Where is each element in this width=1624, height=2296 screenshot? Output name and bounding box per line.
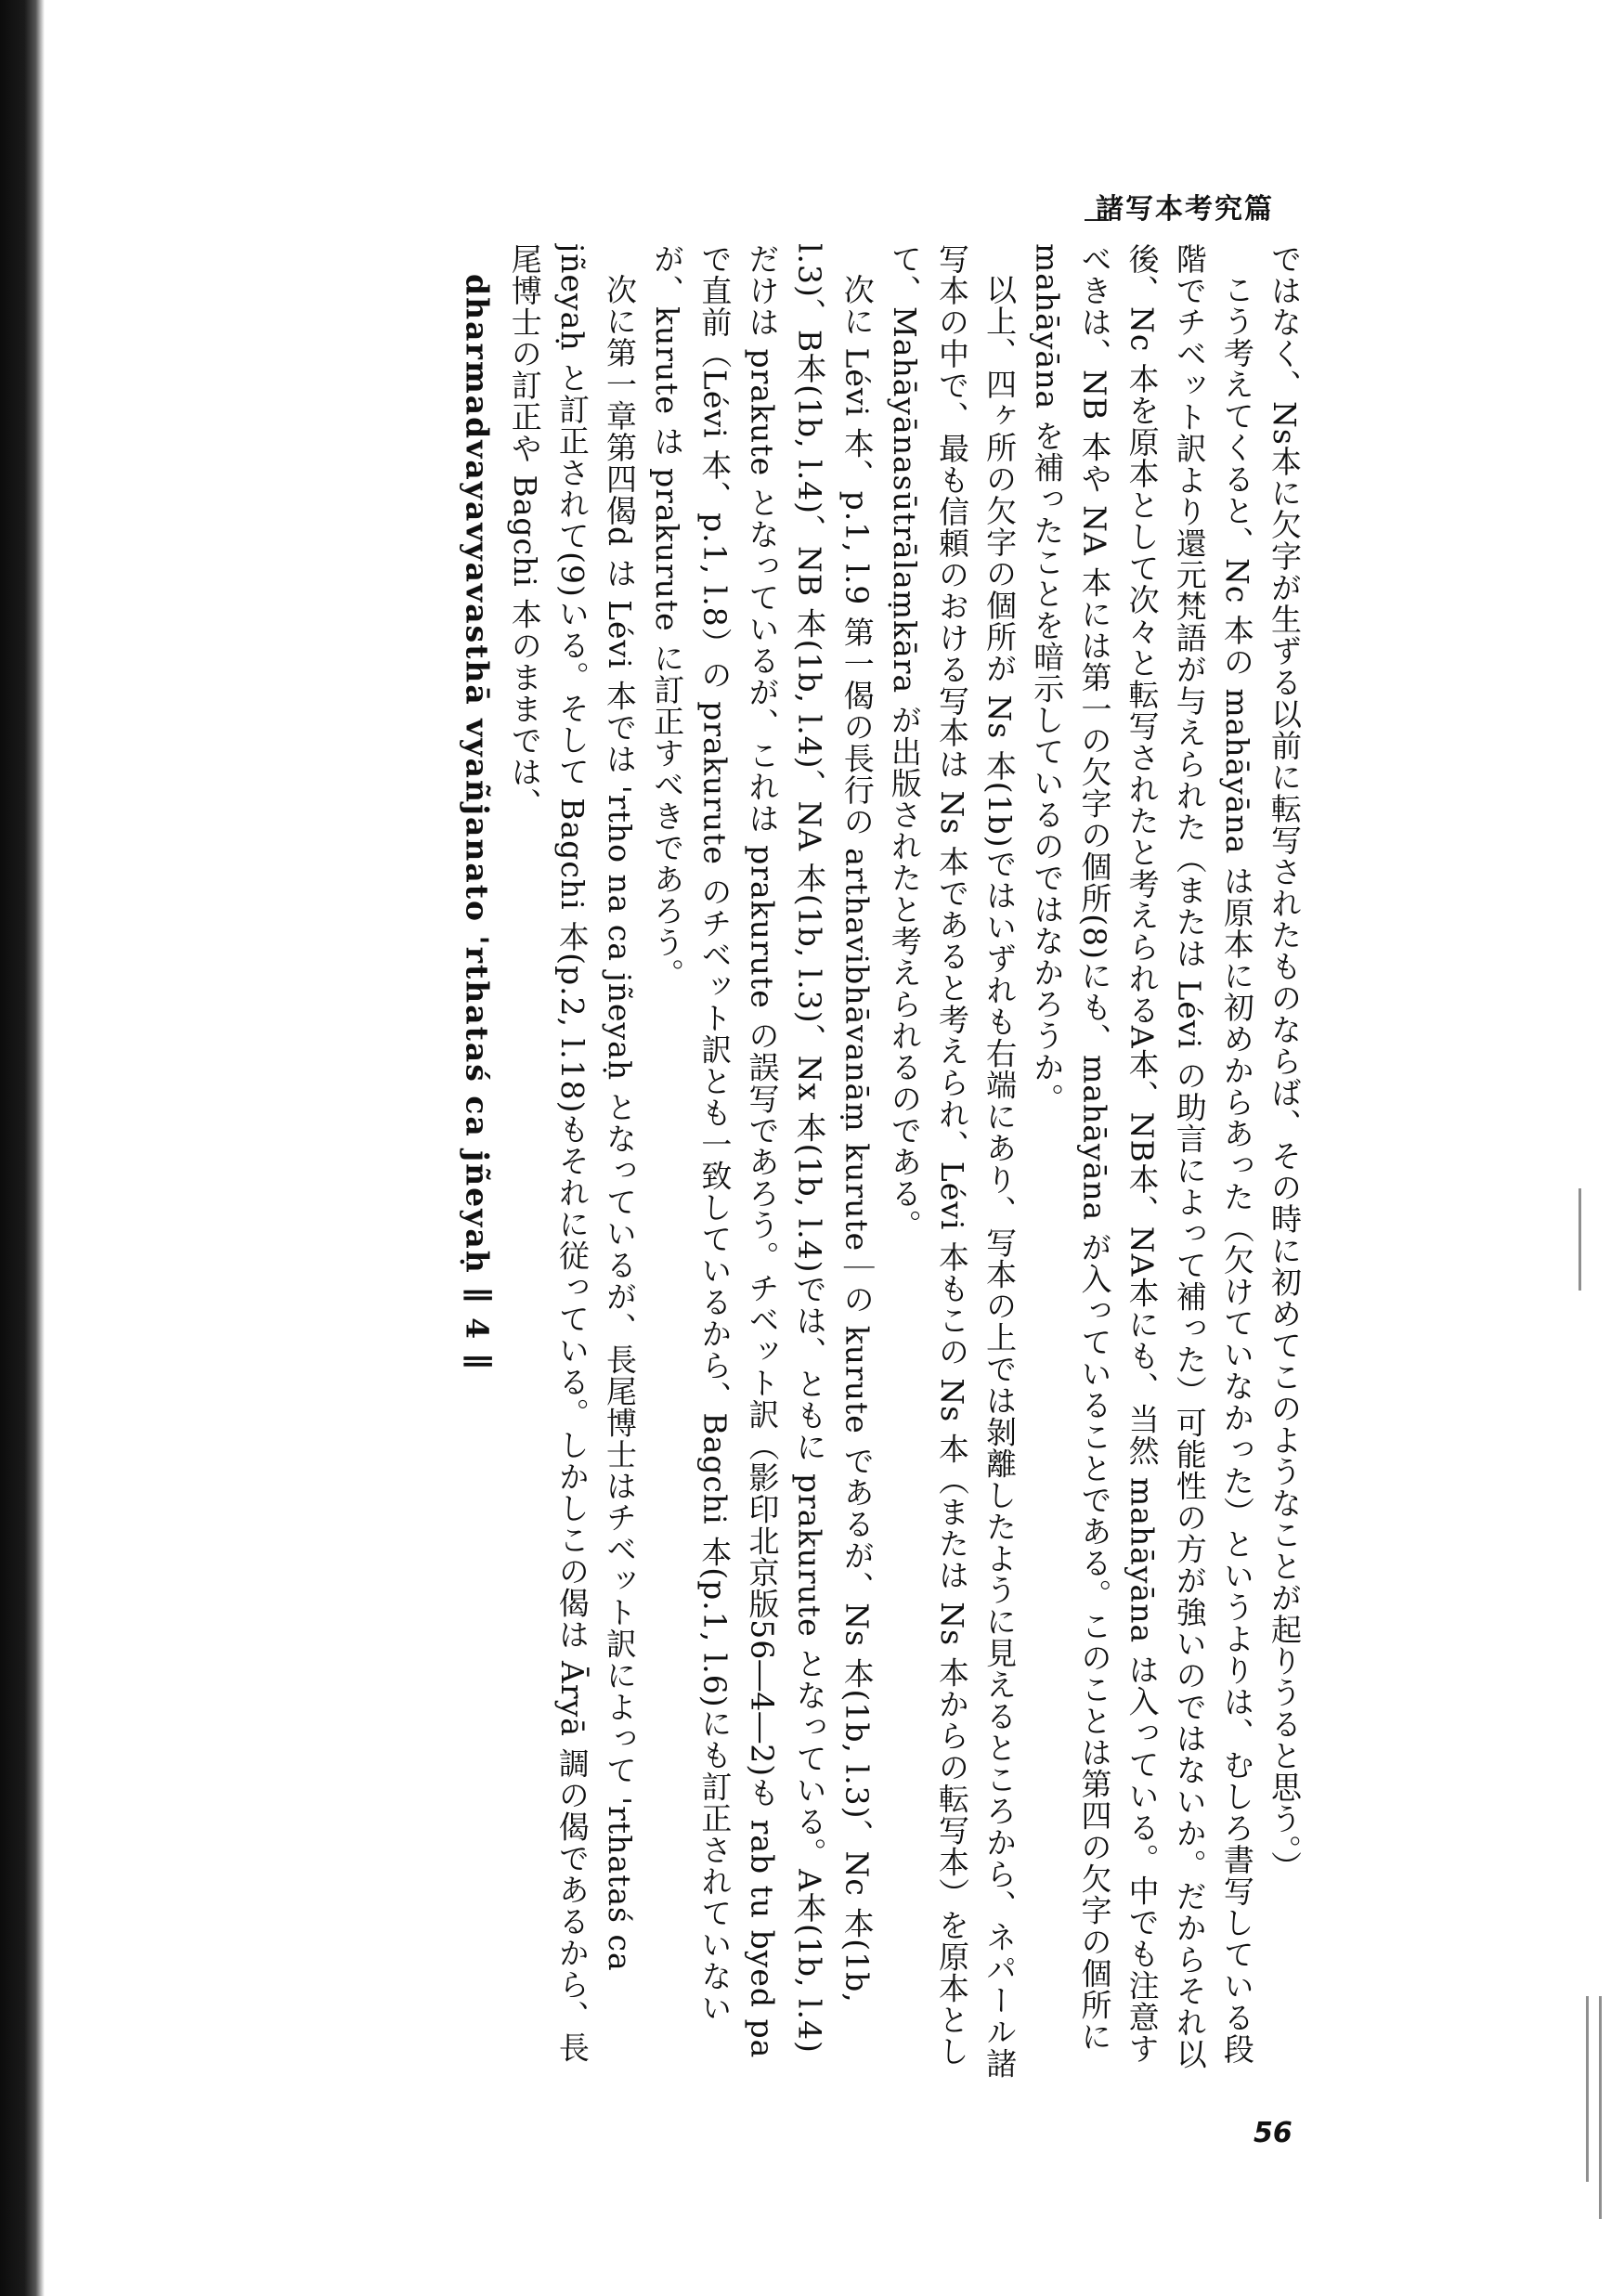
paragraph: こう考えてくると、Nc 本の mahāyāna は原本に初めからあった（欠けていなかった）というよりは、むしろ書写している段階でチベット訳より還元梵語が与えられた（または Lévi の助言によって補った）可能性の方が強いのではないか。だからそれ以後、Nc 本を原本として次々と転写されたと考えられるA本、NB本、NA本にも、当然 mahāyāna は入っている。中でも注意すべきは、NB 本や NA 本には第一の欠字の個所(8)にも、mahāyāna が入っていることである。このことは第四の欠字の個所に mahāyāna を補ったことを暗示しているのではなかろうか。	[1029, 243, 1255, 2070]
gutter-mark	[1579, 1188, 1581, 1291]
gutter-mark	[1586, 1996, 1589, 2182]
paragraph: 次に Lévi 本、p.1, l.9 第一偈の長行の arthavibhāvanāṃ kurute｜の kurute であるが、Ns 本(1b, l.3)、Nc 本(1b, l.3)、B本(1b, l.4)、NB 本(1b, l.4)、NA 本(1b, l.3)、Nx 本(1b, l.4)では、ともに prakurute となっている。A本(1b, l.4)だけは prakute となっているが、これは prakurute の誤写であろう。チベット訳（影印北京版56―4―2)も rab tu byed pa で直前（Lévi 本、p.1, l.8）の prakurute のチベット訳とも一致しているから、Bagchi 本(p.1, l.6)にも訂正されていないが、kurute は prakurute に訂正すべきであろう。	[649, 243, 876, 2069]
paragraph: ではなく、Ns本に欠字が生ずる以前に転写されたものならば、その時に初めてこのようなことが起りうると思う。）	[1267, 243, 1303, 1883]
body-text	[166, 243, 1308, 2082]
paragraph: 次に第一章第四偈d は Lévi 本では 'rtho na ca jñeyaḥ となっているが、長尾博士はチベット訳によって 'rthataś ca jñeyaḥ と訂正されて(9)いる。そして Bagchi 本(p.2, l.18)もそれに従っている。しかしこの偈は Āryā 調の偈であるから、長尾博士の訂正や Bagchi 本のままでは、	[506, 243, 639, 2064]
paragraph: 以上、四ヶ所の欠字の個所が Ns 本(1b)ではいずれも右端にあり、写本の上では剝離したように見えるところから、ネパール諸写本の中で、最も信頼のおける写本は Ns 本であると考えられ、Lévi 本もこの Ns 本（または Ns 本からの転写本）を原本として、Mahāyānasūtrālaṃkāra が出版されたと考えられるのである。	[886, 243, 1019, 2080]
scan-shadow-edge	[0, 0, 45, 2296]
section-header: 諸写本考究篇	[1096, 193, 1274, 226]
page-number: 56	[1254, 2117, 1293, 2149]
gutter-mark	[1599, 1996, 1602, 2219]
sanskrit-verse: dharmadvayavyavasthā vyañjanato 'rthataś ca jñeyaḥ ∥ 4 ∥	[459, 274, 496, 1372]
